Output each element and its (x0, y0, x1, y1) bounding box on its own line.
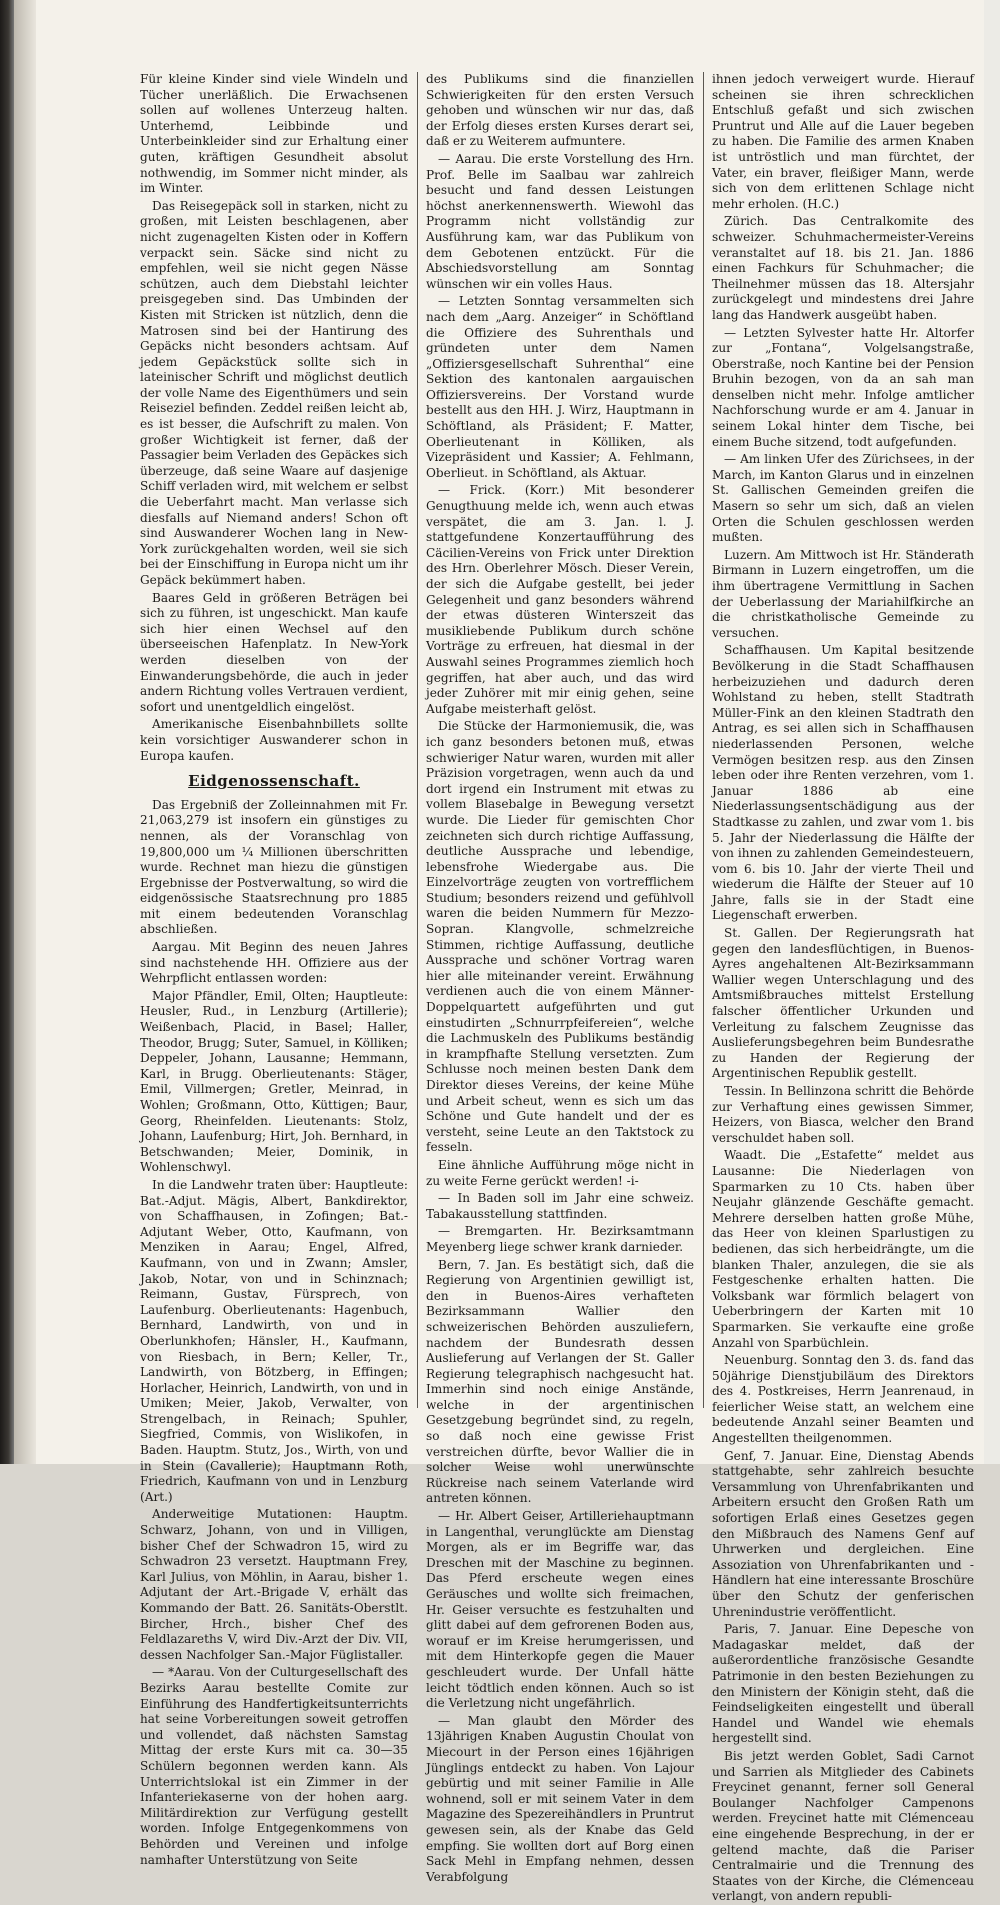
article-paragraph: — *Aarau. Von der Culturgesellschaft des Bezirks Aarau bestellte Comite zur Einführung des Handfertigkeitsunterrichts hat seine Vorbereitungen soweit getroffen und vollendet, daß nächsten Samstag Mittag der erste Kurs mit ca. 30—35 Schülern begonnen werden kann. Als Unterrichtslokal ist ein Zimmer in der Infanteriekaserne von der hohen aarg. Militärdirektion zur Verfügung gestellt worden. Infolge Entgegenkommens von Behörden und Vereinen und infolge namhafter Unterstützung von Seite (140, 1665, 408, 1867)
article-paragraph: Schaffhausen. Um Kapital besitzende Bevölkerung in die Stadt Schaffhausen herbeizuziehen und dadurch deren Wohlstand zu heben, stellt Stadtrath Müller-Fink an den kleinen Stadtrath den Antrag, es sei allen sich in Schaffhausen niederlassenden Personen, welche Vermögen besitzen resp. aus den Zinsen leben oder ihre Renten verzehren, vom 1. Januar 1886 ab eine Niederlassungsentschädigung aus der Stadtkasse zu zahlen, und zwar vom 1. bis 5. Jahr der Niederlassung die Hälfte der von ihnen zu zahlenden Gemeindesteuern, vom 6. bis 10. Jahr der vierte Theil und wiederum die Hälfte der Steuer auf 10 Jahre, falls sie in der Stadt eine Liegenschaft erwerben. (712, 643, 974, 923)
text-columns (140, 72, 976, 1904)
article-paragraph: des Publikums sind die finanziellen Schwierigkeiten für den ersten Versuch gehoben und wünschen wir nur das, daß der Erfolg dieses ersten Kurses derart sei, daß er zu Weiterem aufmuntere. (426, 72, 694, 149)
article-paragraph: — Aarau. Die erste Vorstellung des Hrn. Prof. Belle im Saalbau war zahlreich besucht und fand dessen Leistungen höchst anerkennenswerth. Wiewohl das Programm nicht vollständig zur Ausführung kam, war das Publikum von dem Gebotenen entzückt. Für die Abschiedsvorstellung am Sonntag wünschen wir ein volles Haus. (426, 151, 694, 291)
article-paragraph: — Man glaubt den Mörder des 13jährigen Knaben Augustin Choulat von Miecourt in der Person eines 16jährigen Jünglings entdeckt zu haben. Von Lajour gebürtig und mit seiner Familie in Alle wohnend, soll er mit seinem Vater in dem Magazine des Spezereihändlers in Pruntrut gewesen sein, als der Knabe das Geld empfing. Sie wollten dort auf Borg einen Sack Mehl in Empfang nehmen, dessen Verabfolgung (426, 1713, 694, 1884)
article-paragraph: — Letzten Sylvester hatte Hr. Altorfer zur „Fontana“, Volgelsangstraße, Oberstraße, noch Kantine bei der Pension Bruhin bezogen, von da an sah man denselben nicht mehr. Infolge amtlicher Nachforschung wurde er am 4. Januar in seinem Lokal hinter dem Tische, bei einem Buche sitzend, todt aufgefunden. (712, 325, 974, 449)
article-paragraph: Anderweitige Mutationen: Hauptm. Schwarz, Johann, von und in Villigen, bisher Chef der Schwadron 15, wird zu Schwadron 23 versetzt. Hauptmann Frey, Karl Julius, von Möhlin, in Aarau, bisher 1. Adjutant der Art.-Brigade V, erhält das Kommando der Batt. 26. Sanitäts-Oberstlt. Bircher, Hrch., bisher Chef des Feldlazareths V, wird Div.-Arzt der Div. VII, dessen Nachfolger San.-Major Füglistaller. (140, 1507, 408, 1662)
article-paragraph: — Letzten Sonntag versammelten sich nach dem „Aarg. Anzeiger“ in Schöftland die Offiziere des Suhrenthals und gründeten unter dem Namen „Offiziersgesellschaft Suhrenthal“ eine Sektion des kantonalen aargauischen Offiziersvereins. Der Vorstand wurde bestellt aus den HH. J. Wirz, Hauptmann in Schöftland, als Präsident; F. Matter, Oberlieutenant in Kölliken, als Vizepräsident und Kassier; A. Fehlmann, Oberlieut. in Schöftland, als Aktuar. (426, 294, 694, 480)
article-paragraph: Amerikanische Eisenbahnbillets sollte kein vorsichtiger Auswanderer schon in Europa kaufen. (140, 717, 408, 763)
column-rule (703, 72, 704, 1408)
column-3 (712, 72, 974, 1904)
article-paragraph: Waadt. Die „Estafette“ meldet aus Lausanne: Die Niederlagen von Sparmarken zu 10 Cts. haben über Neujahr glänzende Geschäfte gemacht. Mehrere derselben hatten große Mühe, das Heer von kleinen Sparlustigen zu bedienen, das sich herbeidrängte, um die blanken Thaler, anzulegen, die sie als Festgeschenke erhalten hatten. Die Volksbank war förmlich belagert von Ueberbringern der Karten mit 10 Sparmarken. Sie verkaufte eine große Anzahl von Sparbüchlein. (712, 1148, 974, 1350)
article-paragraph: Genf, 7. Januar. Eine, Dienstag Abends stattgehabte, sehr zahlreich besuchte Versammlung von Uhrenfabrikanten und Arbeitern ersucht den Großen Rath um sofortigen Erlaß eines Gesetzes gegen den Mißbrauch des Namens Genf auf Uhrwerken und dergleichen. Eine Assoziation von Uhrenfabrikanten und -Händlern hat eine interessante Broschüre über den Schutz der genferischen Uhrenindustrie veröffentlicht. (712, 1448, 974, 1619)
article-paragraph: Luzern. Am Mittwoch ist Hr. Ständerath Birmann in Luzern eingetroffen, um die ihm übertragene Vermittlung in Sachen der Ueberlassung der Mariahilfkirche an die christkatholische Gemeinde zu versuchen. (712, 547, 974, 640)
article-paragraph: Tessin. In Bellinzona schritt die Behörde zur Verhaftung eines gewissen Simmer, Heizers, von Biasca, welcher den Brand verschuldet haben soll. (712, 1084, 974, 1145)
article-paragraph: — Frick. (Korr.) Mit besonderer Genugthuung melde ich, wenn auch etwas verspätet, die am 3. Jan. l. J. stattgefundene Konzertaufführung des Cäcilien-Vereins von Frick unter Direktion des Hrn. Oberlehrer Mösch. Dieser Verein, der sich die Aufgabe gestellt, bei jeder Gelegenheit und ganz besonders während der etwas düsteren Winterszeit das musikliebende Publikum durch schöne Vorträge zu erfreuen, hat diesmal in der Auswahl seines Programmes ziemlich hoch gegriffen, hat aber auch, und das wird jeder Zuhörer mit mir einig gehen, seine Aufgabe meisterhaft gelöst. (426, 483, 694, 716)
article-paragraph: — Am linken Ufer des Zürichsees, in der March, im Kanton Glarus und in einzelnen St. Gallischen Gemeinden greifen die Masern so sehr um sich, daß an vielen Orten die Schulen geschlossen werden mußten. (712, 452, 974, 545)
section-heading: Eidgenossenschaft. (188, 772, 360, 791)
column-1 (140, 72, 408, 1867)
page-margin-right (984, 0, 1000, 1464)
article-paragraph: St. Gallen. Der Regierungsrath hat gegen den landesflüchtigen, in Buenos-Ayres angehaltenen Alt-Bezirksammann Wallier wegen Unterschlagung und des Amtsmißbrauches mittelst Erstellung falscher öffentlicher Urkunden und Verleitung zu falschem Zeugnisse das Auslieferungsbegehren beim Bundesrathe zu Handen der Regierung der Argentinischen Republik gestellt. (712, 926, 974, 1081)
article-paragraph: Neuenburg. Sonntag den 3. ds. fand das 50jährige Dienstjubiläum des Direktors des 4. Postkreises, Herrn Jeanrenaud, in feierlicher Weise statt, an welchem eine bedeutende Anzahl seiner Beamten und Angestellten theilgenommen. (712, 1353, 974, 1446)
article-paragraph: Das Reisegepäck soll in starken, nicht zu großen, mit Leisten beschlagenen, aber nicht zugenagelten Kisten oder in Koffern verpackt sein. Säcke sind nicht zu empfehlen, weil sie nicht gegen Nässe schützen, auch dem Diebstahl leichter preisgegeben sind. Das Umbinden der Kisten mit Stricken ist nützlich, denn die Matrosen sind bei der Hantirung des Gepäcks nicht besonders achtsam. Auf jedem Gepäckstück sollte sich in lateinischer Schrift und möglichst deutlich der volle Name des Eigenthümers und sein Reiseziel befinden. Zeddel reißen leicht ab, es ist besser, die Aufschrift zu malen. Von großer Wichtigkeit ist ferner, daß der Passagier beim Verladen des Gepäckes sich überzeuge, daß seine Waare auf dasjenige Schiff verladen wird, mit welchem er selbst die Ueberfahrt macht. Man verlasse sich diesfalls auf Niemand anders! Schon oft sind Auswanderer Wochen lang in New-York zurückgehalten worden, weil sie sich bei der Einschiffung in Europa nicht um ihr Gepäck bekümmert haben. (140, 198, 408, 587)
article-paragraph: — Hr. Albert Geiser, Artilleriehauptmann in Langenthal, verunglückte am Dienstag Morgen, als er im Begriffe war, das Dreschen mit der Maschine zu beginnen. Das Pferd erscheute wegen eines Geräusches und wollte sich freimachen, Hr. Geiser versuchte es festzuhalten und glitt dabei auf dem gefrorenen Boden aus, worauf er im Kreise herumgerissen, und mit dem Hinterkopfe gegen die Mauer geschleudert wurde. Der Unfall hätte leicht tödtlich enden können. Auch so ist die Verletzung nicht ungefährlich. (426, 1509, 694, 1711)
article-paragraph: Bern, 7. Jan. Es bestätigt sich, daß die Regierung von Argentinien gewilligt ist, den in Buenos-Aires verhafteten Bezirksammann Wallier den schweizerischen Behörden auszuliefern, nachdem der Bundesrath dessen Auslieferung auf Verlangen der St. Galler Regierung telegraphisch nachgesucht hat. Immerhin sind noch einige Anstände, welche in der argentinischen Gesetzgebung begründet sind, zu regeln, so daß noch eine gewisse Frist verstreichen dürfte, bevor Wallier die in solcher Weise wohl unerwünschte Rückreise nach seinem Vaterlande wird antreten können. (426, 1257, 694, 1506)
article-paragraph: Paris, 7. Januar. Eine Depesche von Madagaskar meldet, daß der außerordentliche französische Gesandte Patrimonie in den besten Beziehungen zu den Ministern der Königin steht, daß die Feindseligkeiten eingestellt und überall Handel und Wandel wie ehemals hergestellt sind. (712, 1622, 974, 1746)
article-paragraph: Baares Geld in größeren Beträgen bei sich zu führen, ist ungeschickt. Man kaufe sich hier einen Wechsel auf den überseeischen Hafenplatz. In New-York werden dieselben von der Einwanderungsbehörde, die auch in jeder andern Richtung volles Vertrauen verdient, sofort und unentgeldlich eingelöst. (140, 590, 408, 714)
article-paragraph: Für kleine Kinder sind viele Windeln und Tücher unerläßlich. Die Erwachsenen sollen auf wollenes Unterzeug halten. Unterhemd, Leibbinde und Unterbeinkleider sind zur Erhaltung einer guten, kräftigen Gesundheit absolut nothwendig, im Sommer nicht minder, als im Winter. (140, 72, 408, 196)
article-paragraph: Aargau. Mit Beginn des neuen Jahres sind nachstehende HH. Offiziere aus der Wehrpflicht entlassen worden: (140, 940, 408, 986)
article-paragraph: ihnen jedoch verweigert wurde. Hierauf scheinen sie ihren schrecklichen Entschluß gefaßt und sich zwischen Pruntrut und Alle auf die Lauer begeben zu haben. Die Familie des armen Knaben ist untröstlich und man fürchtet, der Vater, ein braver, fleißiger Mann, werde sich von dem erlittenen Schlage nicht mehr erholen. (H.C.) (712, 72, 974, 211)
article-paragraph: Major Pfändler, Emil, Olten; Hauptleute: Heusler, Rud., in Lenzburg (Artillerie); Weißenbach, Placid, in Basel; Haller, Theodor, Brugg; Suter, Samuel, in Kölliken; Deppeler, Johann, Lausanne; Hemmann, Karl, in Brugg. Oberlieutenants: Stäger, Emil, Villmergen; Gretler, Meinrad, in Wohlen; Großmann, Otto, Küttigen; Baur, Georg, Rheinfelden. Lieutenants: Stolz, Johann, Laufenburg; Hirt, Joh. Bernhard, in Betschwanden; Meier, Dominik, in Wohlenschwyl. (140, 988, 408, 1175)
article-paragraph: Das Ergebniß der Zolleinnahmen mit Fr. 21,063,279 ist insofern ein günstiges zu nennen, als der Voranschlag von 19,800,000 um ¼ Millionen überschritten wurde. Rechnet man hiezu die günstigen Ergebnisse der Postverwaltung, so wird die eidgenössische Staatsrechnung pro 1885 mit einem bedeutenden Voranschlag abschließen. (140, 797, 408, 937)
article-paragraph: Die Stücke der Harmoniemusik, die, was ich ganz besonders betonen muß, etwas schwieriger Natur waren, wurden mit aller Präzision vorgetragen, wenn auch da und dort irgend ein Instrument mit etwas zu vollem Blasebalge in Bewegung versetzt wurde. Die Lieder für gemischten Chor zeichneten sich durch richtige Auffassung, deutliche Aussprache und lebendige, lebensfrohe Wiedergabe aus. Die Einzelvorträge zeugten von vortrefflichem Studium; besonders reizend und gefühlvoll waren die beiden Nummern für Mezzo-Sopran. Klangvolle, schmelzreiche Stimmen, richtige Auffassung, deutliche Aussprache und schöner Vortrag waren hier alle miteinander vereint. Erwähnung verdienen auch die von einem Männer-Doppelquartett aufgeführten und gut einstudirten „Schnurrpfeifereien“, welche die Lachmuskeln des Publikums beständig in krampfhafte Stellung versetzten. Zum Schlusse noch meinen besten Dank dem Direktor dieses Vereins, der keine Mühe und Arbeit scheut, wenn es sich um das Schöne und Gute handelt und der es versteht, seine Leute an den Taktstock zu fesseln. (426, 719, 694, 1155)
article-paragraph: Zürich. Das Centralkomite des schweizer. Schuhmachermeister-Vereins veranstaltet auf 18. bis 21. Jan. 1886 einen Fachkurs für Schuhmacher; die Theilnehmer müssen das 18. Altersjahr zurückgelegt und mindestens drei Jahre lang das Handwerk ausgeübt haben. (712, 214, 974, 322)
article-paragraph: — In Baden soll im Jahr eine schweiz. Tabakausstellung stattfinden. (426, 1191, 694, 1221)
article-paragraph: Bis jetzt werden Goblet, Sadi Carnot und Sarrien als Mitglieder des Cabinets Freycinet genannt, ferner soll General Boulanger Nachfolger Campenons werden. Freycinet hatte mit Clémenceau eine eingehende Besprechung, in der er geltend machte, daß die Pariser Centralmairie und die Trennung des Staates von der Kirche, die Clémenceau verlangt, von andern republi- (712, 1748, 974, 1904)
column-2 (426, 72, 694, 1884)
binding-edge (0, 0, 14, 1464)
article-paragraph: In die Landwehr traten über: Hauptleute: Bat.-Adjut. Mägis, Albert, Bankdirektor, von Schaffhausen, in Zofingen; Bat.-Adjutant Weber, Otto, Kaufmann, von Menziken in Aarau; Engel, Alfred, Kaufmann, von und in Zwann; Amsler, Jakob, Notar, von und in Schinznach; Reimann, Gustav, Fürsprech, von Laufenburg. Oberlieutenants: Hagenbuch, Bernhard, Landwirth, von und in Oberlunkhofen; Hänsler, H., Kaufmann, von Riesbach, in Bern; Keller, Tr., Landwirth, von Bötzberg, in Effingen; Horlacher, Heinrich, Landwirth, von und in Umiken; Meier, Jakob, Verwalter, von Strengelbach, in Reinach; Spuhler, Siegfried, Commis, von Wislikofen, in Baden. Hauptm. Stutz, Jos., Wirth, von und in Stein (Cavallerie); Hauptmann Roth, Friedrich, Kaufmann von und in Lenzburg (Art.) (140, 1177, 408, 1504)
article-paragraph: Eine ähnliche Aufführung möge nicht in zu weite Ferne gerückt werden! -i- (426, 1157, 694, 1188)
binding-shadow (14, 0, 36, 1464)
column-rule (417, 72, 418, 1408)
article-paragraph: — Bremgarten. Hr. Bezirksamtmann Meyenberg liege schwer krank darnieder. (426, 1224, 694, 1254)
